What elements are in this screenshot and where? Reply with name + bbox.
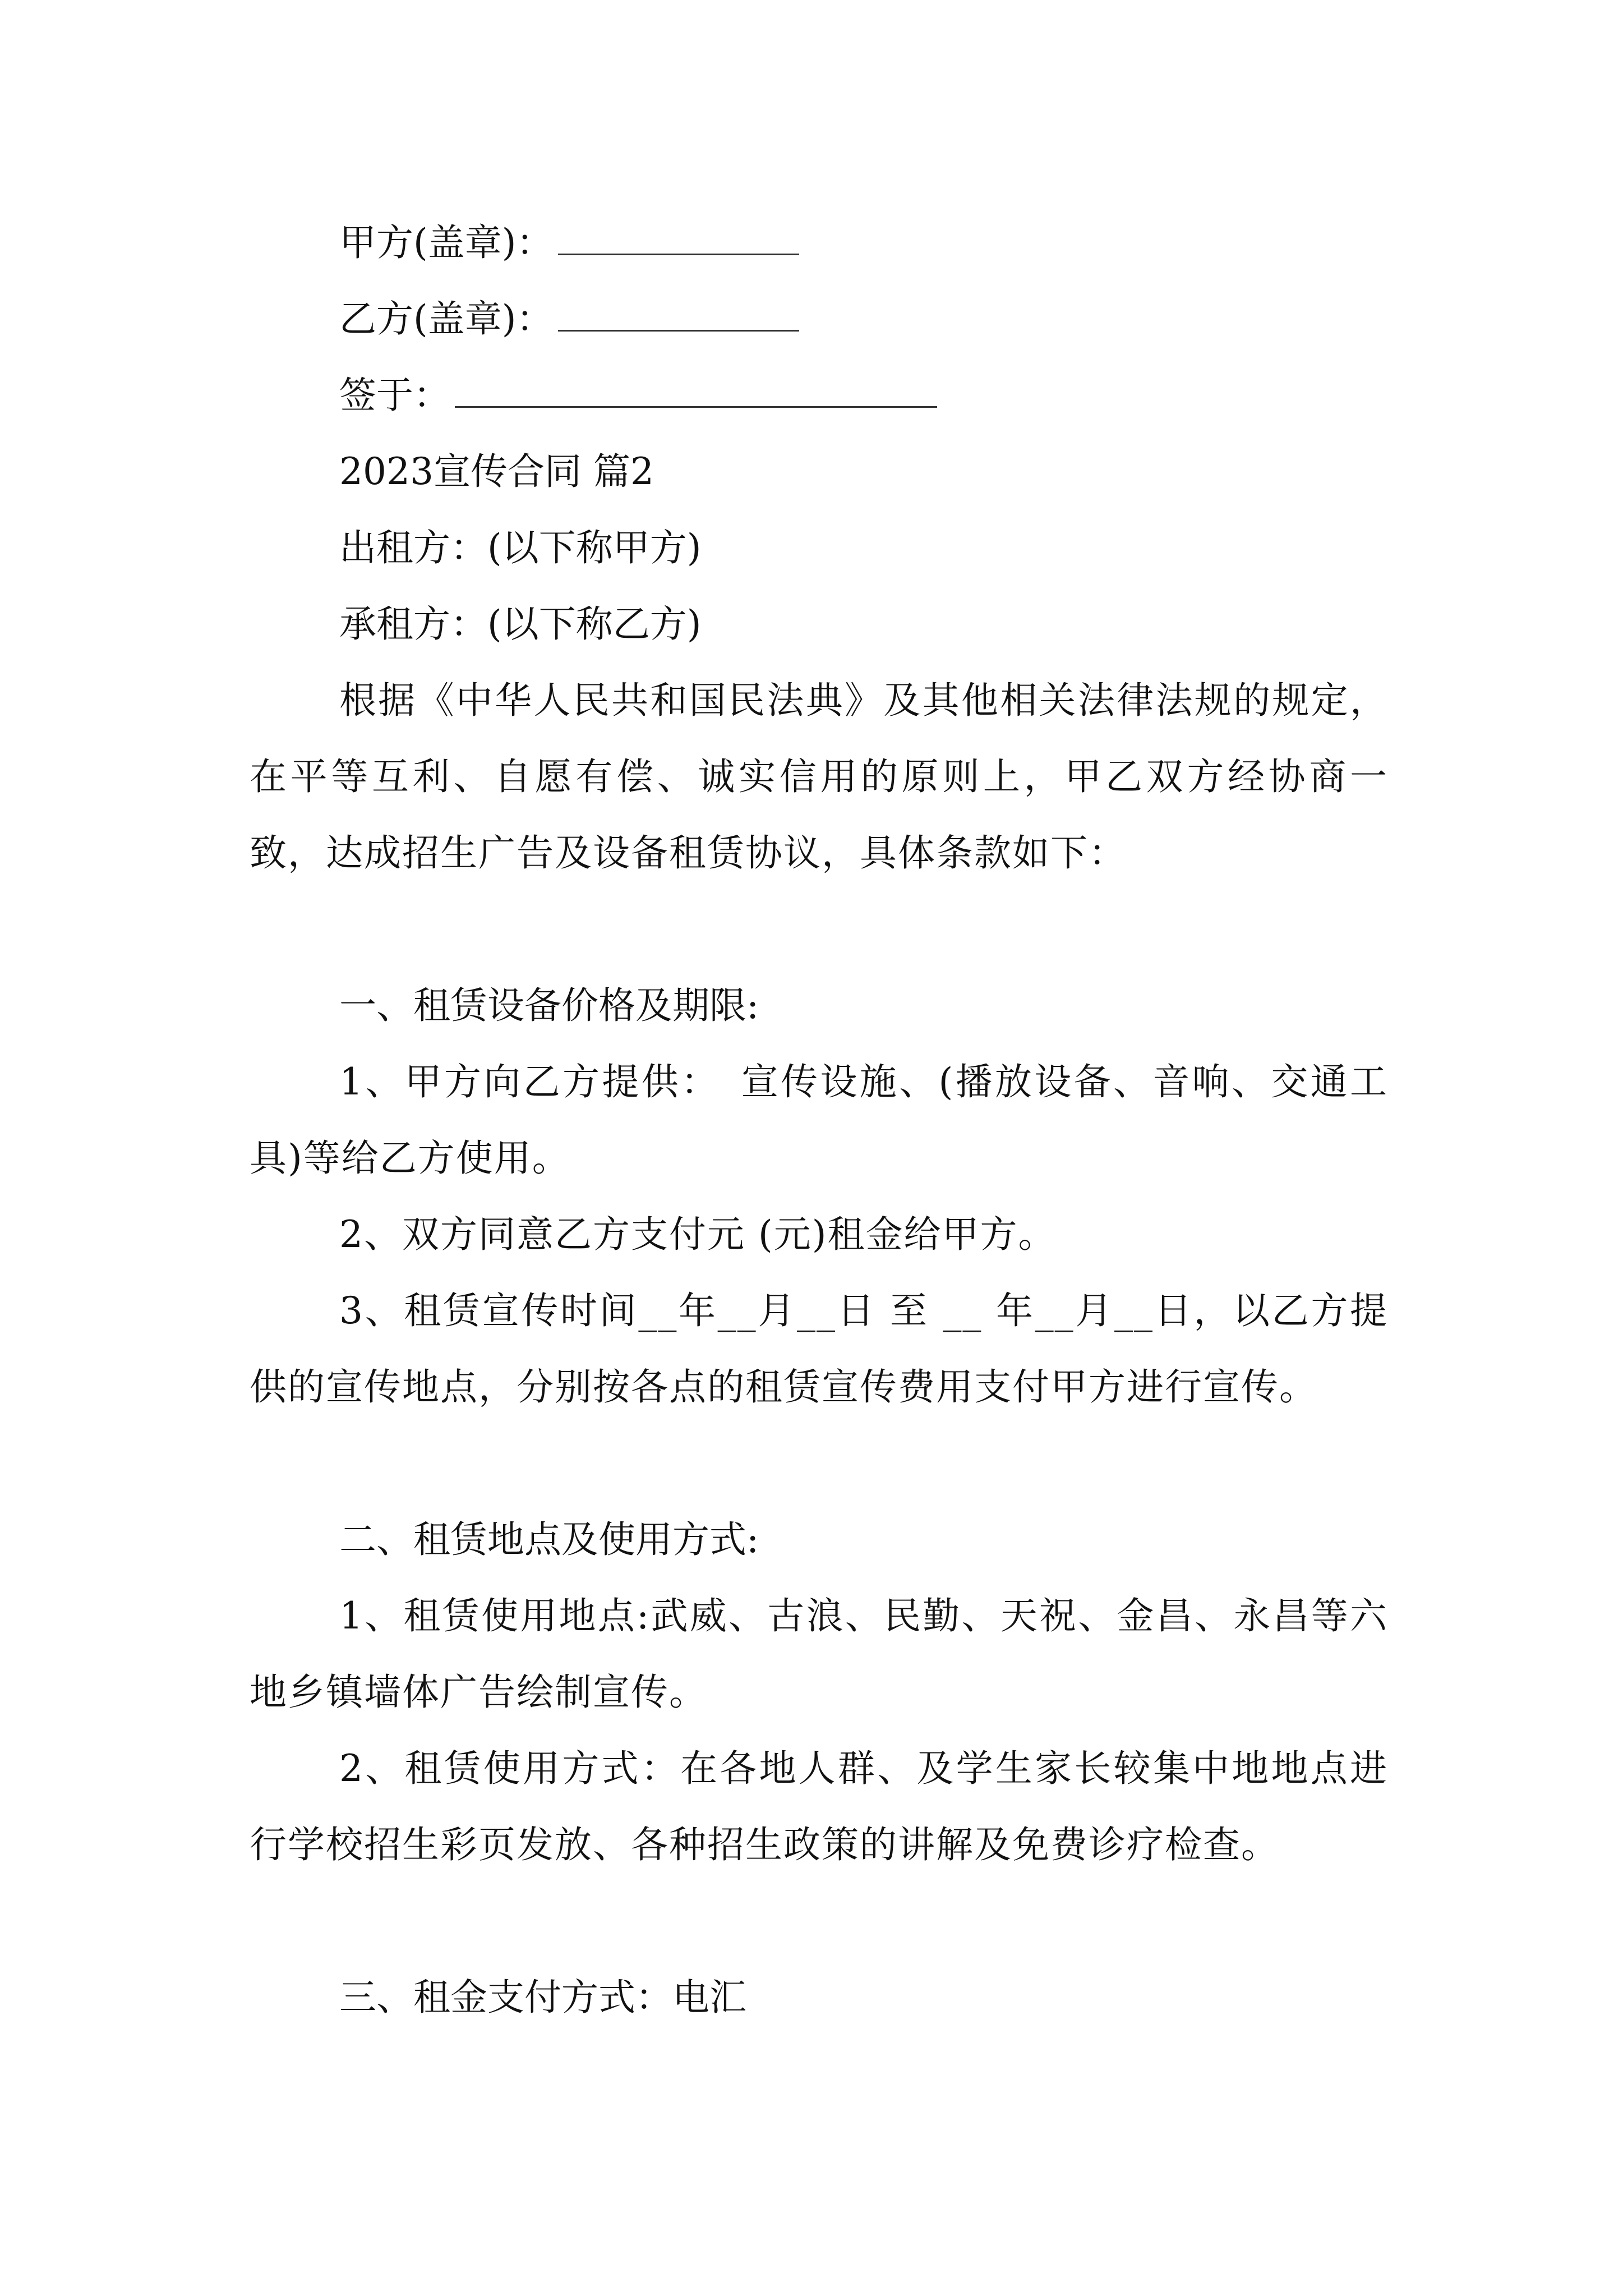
clause-1-1: 1、甲方向乙方提供： 宣传设施、(播放设备、音响、交通工具)等给乙方使用。 — [250, 1060, 1388, 1180]
party-b-seal-line — [339, 281, 1478, 357]
party-a-seal-line — [339, 205, 1478, 281]
intro-paragraph: 根据《中华人民共和国民法典》及其他相关法律法规的规定，在平等互利、自愿有偿、诚实信用的原则上，甲乙双方经协商一致，达成招生广告及设备租赁协议，具体条款如下： — [250, 679, 1388, 875]
clause-2-1: 1、租赁使用地点:武威、古浪、民勤、天祝、金昌、永昌等六地乡镇墙体广告绘制宣传。 — [250, 1594, 1388, 1714]
lessee-line: 承租方：(以下称乙方) — [339, 602, 702, 646]
party-b-seal-label: 乙方(盖章)： — [339, 297, 554, 341]
signed-at-label: 签于： — [339, 374, 450, 417]
heading-3: 三、租金支付方式：电汇 — [339, 1976, 746, 2019]
clause-1-3: 3、租赁宣传时间__年__月__日 至 __ 年__月__日，以乙方提供的宣传地点，分别按各点的租赁宣传费用支付甲方进行宣传。 — [250, 1289, 1388, 1409]
lessor-line: 出租方：(以下称甲方) — [339, 526, 702, 569]
clause-2-2: 2、租赁使用方式：在各地人群、及学生家长较集中地地点进行学校招生彩页发放、各种招生政策的讲解及免费诊疗检查。 — [250, 1747, 1388, 1866]
party-b-seal-blank — [558, 301, 799, 332]
signed-at-blank — [455, 377, 937, 408]
section-title: 2023宣传合同 篇2 — [339, 450, 654, 493]
party-a-seal-label: 甲方(盖章)： — [339, 221, 554, 264]
party-a-seal-blank — [558, 224, 799, 255]
clause-1-2: 2、双方同意乙方支付元 (元)租金给甲方。 — [339, 1213, 1057, 1256]
signed-at-line — [339, 357, 1478, 434]
heading-1: 一、租赁设备价格及期限: — [339, 984, 759, 1027]
heading-2: 二、租赁地点及使用方式: — [339, 1518, 759, 1561]
